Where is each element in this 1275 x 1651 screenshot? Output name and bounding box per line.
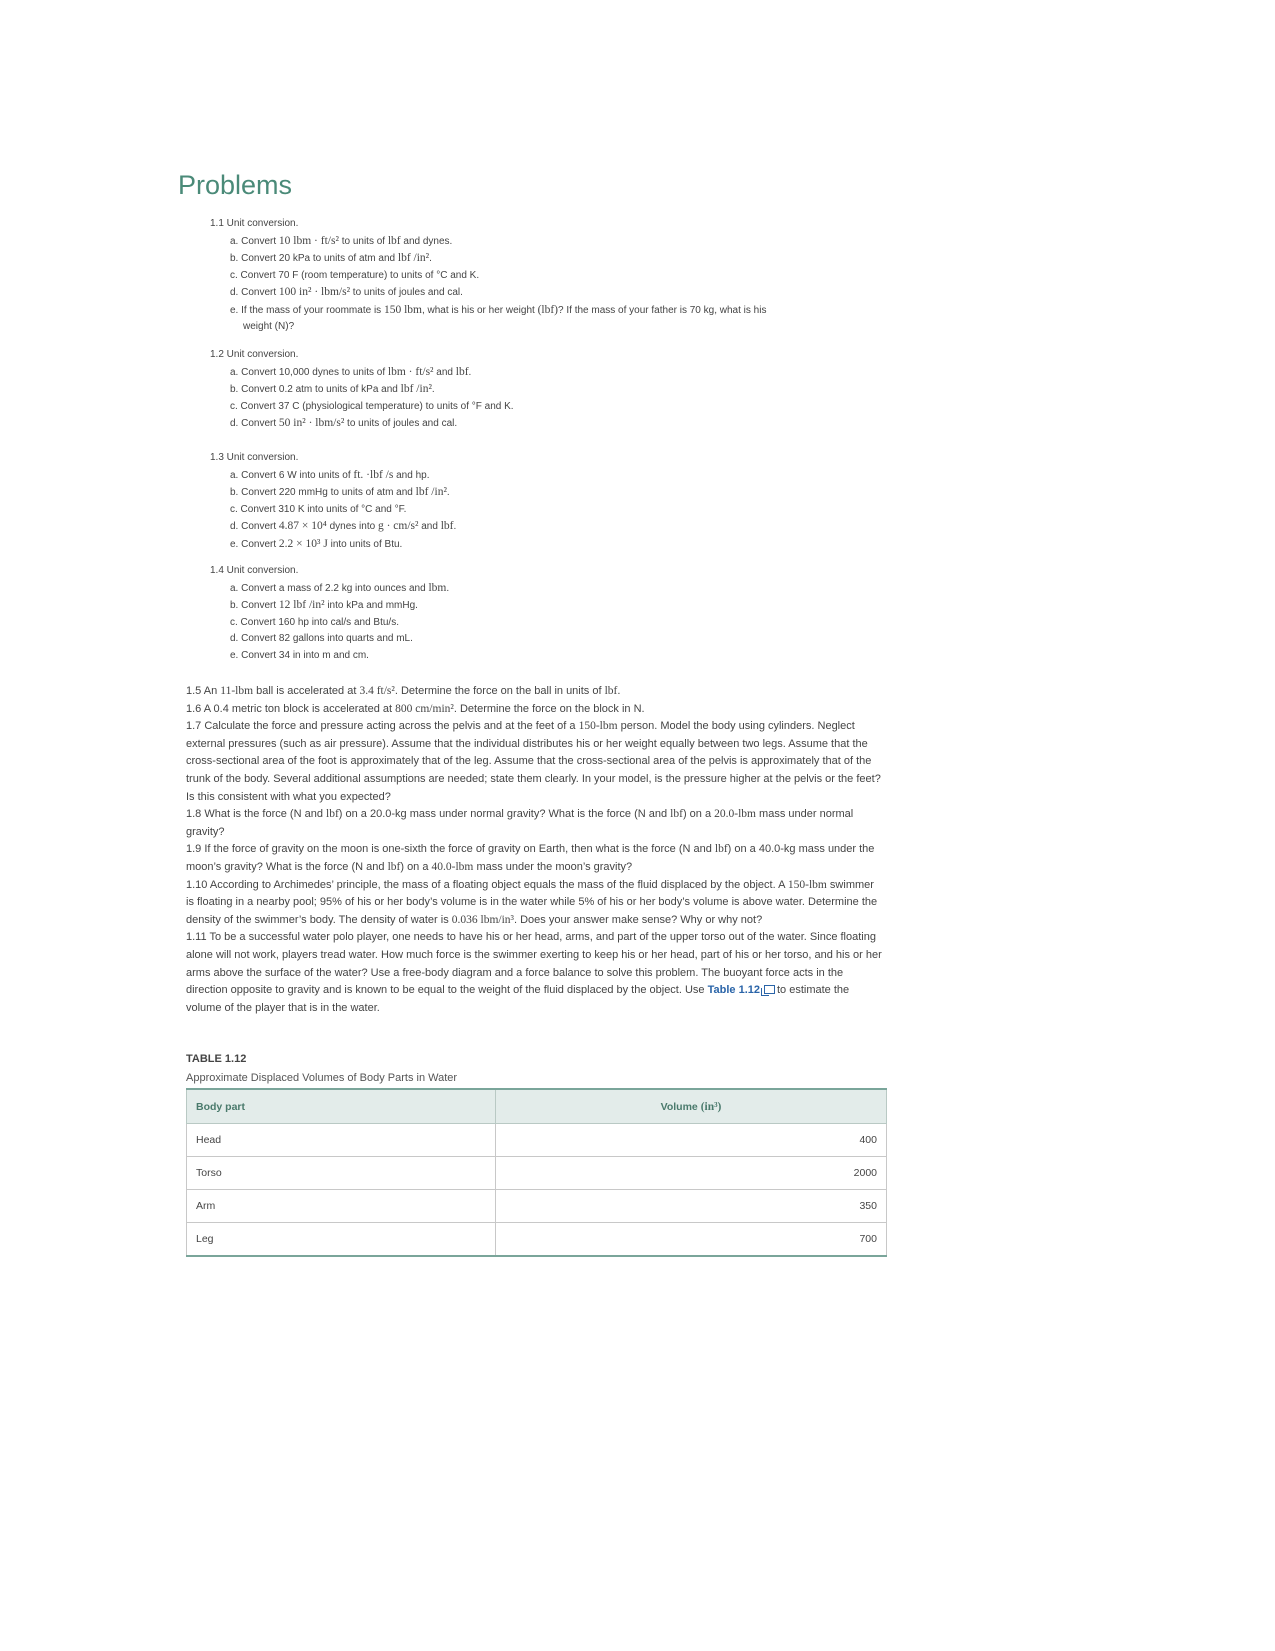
text: swimmer is floating in a nearby pool; 95% of his or her body’s volume is in the water while 5% of his or her body’s volume is above water. Determine the density of the swimmer’s body. The density of water is	[186, 878, 878, 926]
math: 2.2 × 10³ J	[278, 537, 328, 550]
math: lbm · ft/s²	[387, 365, 434, 378]
math: lbf /in²	[415, 486, 447, 498]
problem-1-9	[186, 841, 882, 876]
table-header-row	[187, 1089, 887, 1124]
math: 3.4 ft/s²	[359, 685, 395, 697]
text: into kPa and mmHg.	[324, 600, 418, 611]
math: 50 in² · lbm/s²	[278, 417, 345, 429]
math: lbf	[714, 843, 728, 856]
problem-1-4	[210, 563, 850, 664]
math: 0.036 lbm/in³	[451, 913, 514, 926]
text: into units of Btu.	[327, 538, 403, 550]
text: .	[431, 384, 435, 395]
text: b. Convert 20 kPa to units of atm and	[230, 253, 398, 264]
problem-1-7	[186, 718, 882, 806]
text: . Does your answer make sense? Why or why not?	[513, 913, 763, 926]
text: to units of joules and cal.	[344, 418, 458, 429]
math: lbf	[387, 234, 401, 247]
problem-item	[230, 284, 850, 302]
problem-item	[230, 364, 850, 382]
table-id: TABLE 1.12	[186, 1053, 247, 1065]
math: (in³)	[700, 1100, 722, 1113]
text: b. Convert 0.2 atm to units of kPa and	[230, 384, 401, 395]
problem-1-11	[186, 929, 882, 1017]
problem-1-8	[186, 806, 882, 841]
text: 1.9 If the force of gravity on the moon is one-sixth the force of gravity on Earth, then what is the force (N and	[186, 843, 715, 856]
table-cell-part: Torso	[187, 1157, 496, 1190]
text: b. Convert	[230, 600, 279, 611]
text: to units of joules and cal.	[350, 287, 463, 298]
text: .	[468, 366, 472, 378]
text: and hp.	[393, 469, 430, 481]
math: lbf /in²	[397, 252, 430, 264]
problem-heading: 1.2 Unit conversion.	[210, 349, 299, 360]
text: 1.7 Calculate the force and pressure acting across the pelvis and at the feet of a	[186, 720, 579, 733]
math: 10 lbm · ft/s²	[278, 234, 339, 247]
problem-1-6	[186, 701, 882, 719]
math: lbf	[455, 365, 469, 378]
text: , what is his or her weight	[421, 304, 538, 316]
text: .	[429, 253, 432, 264]
problem-item	[230, 381, 850, 399]
problem-item	[230, 597, 850, 615]
problem-item	[230, 484, 850, 502]
problem-item: c. Convert 160 hp into cal/s and Btu/s.	[230, 616, 399, 628]
problem-item	[230, 467, 850, 485]
table-row	[187, 1124, 887, 1157]
problem-heading: 1.1 Unit conversion.	[210, 218, 299, 229]
column-header-body-part: Body part	[187, 1089, 496, 1124]
external-link-icon[interactable]	[764, 985, 775, 994]
text: . Determine the force on the block in N.	[453, 702, 645, 715]
math: 150-lbm	[787, 878, 827, 891]
text: d. Convert	[230, 287, 279, 298]
table-title: Approximate Displaced Volumes of Body Parts in Water	[186, 1072, 458, 1084]
problem-item	[230, 302, 850, 320]
problem-item	[230, 536, 850, 554]
table-cell-part: Leg	[187, 1223, 496, 1257]
text: .	[617, 685, 621, 697]
text: d. Convert	[230, 418, 279, 429]
table-cell-part: Arm	[187, 1190, 496, 1223]
text: Volume	[660, 1100, 698, 1113]
page-title: Problems	[178, 170, 293, 200]
text: 1.10 According to Archimedes’ principle, the mass of a floating object equals the mass of the fluid displaced by the object. A	[186, 878, 788, 891]
text: and	[433, 366, 456, 378]
text: and	[418, 521, 441, 532]
text: ) on a 20.0-kg mass under normal gravity? What is the force (N and	[338, 808, 671, 821]
problem-1-3	[210, 450, 850, 553]
math: 800 cm/min²	[395, 702, 454, 715]
text: d. Convert	[230, 521, 279, 532]
text: person. Model the body using cylinders. Neglect external pressures (such as air pressure). Assume that the individual distributes his or her weight equally between two legs. Assume that the cross-sectional area of the foot is approximately that of the leg. Assume that the cross-sectional area of the pelvis is approximately that of the trunk of the body. Several additional assumptions are needed; state them clearly. In your model, is the pressure higher at the pelvis or the feet? Is this consistent with what you expected?	[186, 720, 881, 803]
table-cell-volume: 700	[496, 1223, 887, 1257]
problem-item	[230, 518, 850, 536]
math: lbf	[387, 860, 401, 873]
math: g · cm/s²	[377, 520, 419, 532]
text: e. Convert	[230, 538, 279, 550]
table-cell-volume: 2000	[496, 1157, 887, 1190]
problems-long	[186, 683, 882, 1017]
math: 11-lbm	[220, 685, 254, 697]
math: 4.87 × 10⁴	[278, 520, 327, 532]
text: 1.8 What is the force (N and	[186, 808, 327, 821]
problem-heading: 1.3 Unit conversion.	[210, 452, 299, 463]
text: . Determine the force on the ball in units of	[394, 685, 605, 697]
column-header-volume	[496, 1089, 887, 1124]
math: lbf	[440, 520, 454, 532]
table-cell-volume: 350	[496, 1190, 887, 1223]
text: ? If the mass of your father is 70 kg, what is his	[558, 304, 767, 316]
text: .	[453, 521, 457, 532]
text: mass under normal gravity?	[186, 808, 854, 838]
table-cell-volume: 400	[496, 1124, 887, 1157]
text: a. Convert a mass of 2.2 kg into ounces and	[230, 582, 429, 594]
math: lbf	[670, 808, 683, 821]
text: mass under the moon’s gravity?	[473, 860, 633, 873]
math: ft. ·lbf /s	[353, 468, 394, 481]
problem-1-2	[210, 347, 850, 433]
problem-item: c. Convert 310 K into units of °C and °F.	[230, 503, 407, 515]
table-cell-part: Head	[187, 1124, 496, 1157]
problem-item-continued: weight (N)?	[243, 321, 295, 332]
problem-item: e. Convert 34 in into m and cm.	[230, 649, 369, 661]
table-row	[187, 1223, 887, 1257]
text: .	[446, 582, 450, 594]
problem-item: c. Convert 37 C (physiological temperature) to units of °F and K.	[230, 400, 514, 412]
problem-item	[230, 250, 850, 268]
problem-item: d. Convert 82 gallons into quarts and mL.	[230, 633, 413, 644]
math: 12 lbf /in²	[278, 599, 325, 611]
text: b. Convert 220 mmHg to units of atm and	[230, 487, 416, 498]
text: 1.5 An	[186, 685, 221, 697]
math: (lbf)	[537, 303, 559, 316]
math: 20.0-lbm	[714, 808, 756, 821]
text: ) on a 40.0-kg mass under the moon’s gravity? What is the force (N and	[186, 843, 875, 873]
table-row	[187, 1157, 887, 1190]
problem-item: c. Convert 70 F (room temperature) to units of °C and K.	[230, 269, 480, 281]
problem-1-5	[186, 683, 882, 701]
math: lbf	[604, 685, 618, 697]
problem-heading: 1.4 Unit conversion.	[210, 565, 299, 576]
math: lbm	[428, 581, 447, 594]
volume-table	[186, 1088, 887, 1257]
math: lbf /in²	[400, 383, 432, 395]
text: e. If the mass of your roommate is	[230, 304, 384, 316]
math: 150 lbm	[383, 303, 422, 316]
text: 1.11 To be a successful water polo player, one needs to have his or her head, arms, and part of the upper torso out of the water. Since floating alone will not work, players tread water. How much force is the swimmer exerting to keep his or her head, part of his or her torso, and his or her arms above the surface of the water? Use a free-body diagram and a force balance to solve this problem. The buoyant force acts in the direction opposite to gravity and is known to be equal to the weight of the fluid displaced by the object. Use	[186, 931, 882, 997]
text: a. Convert	[230, 235, 279, 247]
text: ) on a	[400, 860, 432, 873]
table-1-12-link[interactable]: Table 1.12	[707, 984, 760, 997]
math: 40.0-lbm	[431, 860, 474, 873]
math: lbf	[326, 808, 339, 821]
text: and dynes.	[400, 235, 453, 247]
text: a. Convert 6 W into units of	[230, 469, 354, 481]
text: ) on a	[682, 808, 715, 821]
problem-item	[230, 233, 850, 251]
problem-1-10	[186, 877, 882, 930]
text: ball is accelerated at	[253, 685, 360, 697]
table-row	[187, 1190, 887, 1223]
math: 150-lbm	[578, 720, 618, 733]
text: .	[446, 487, 450, 498]
text: 1.6 A 0.4 metric ton block is accelerated at	[186, 702, 396, 715]
problem-item	[230, 580, 850, 598]
text: to units of	[338, 235, 388, 247]
problem-1-1	[210, 216, 850, 336]
problem-item	[230, 415, 850, 433]
text: dynes into	[326, 521, 378, 532]
text: a. Convert 10,000 dynes to units of	[230, 366, 388, 378]
text: to estimate the volume of the player that is in the water.	[186, 984, 850, 1014]
math: 100 in² · lbm/s²	[278, 286, 351, 298]
